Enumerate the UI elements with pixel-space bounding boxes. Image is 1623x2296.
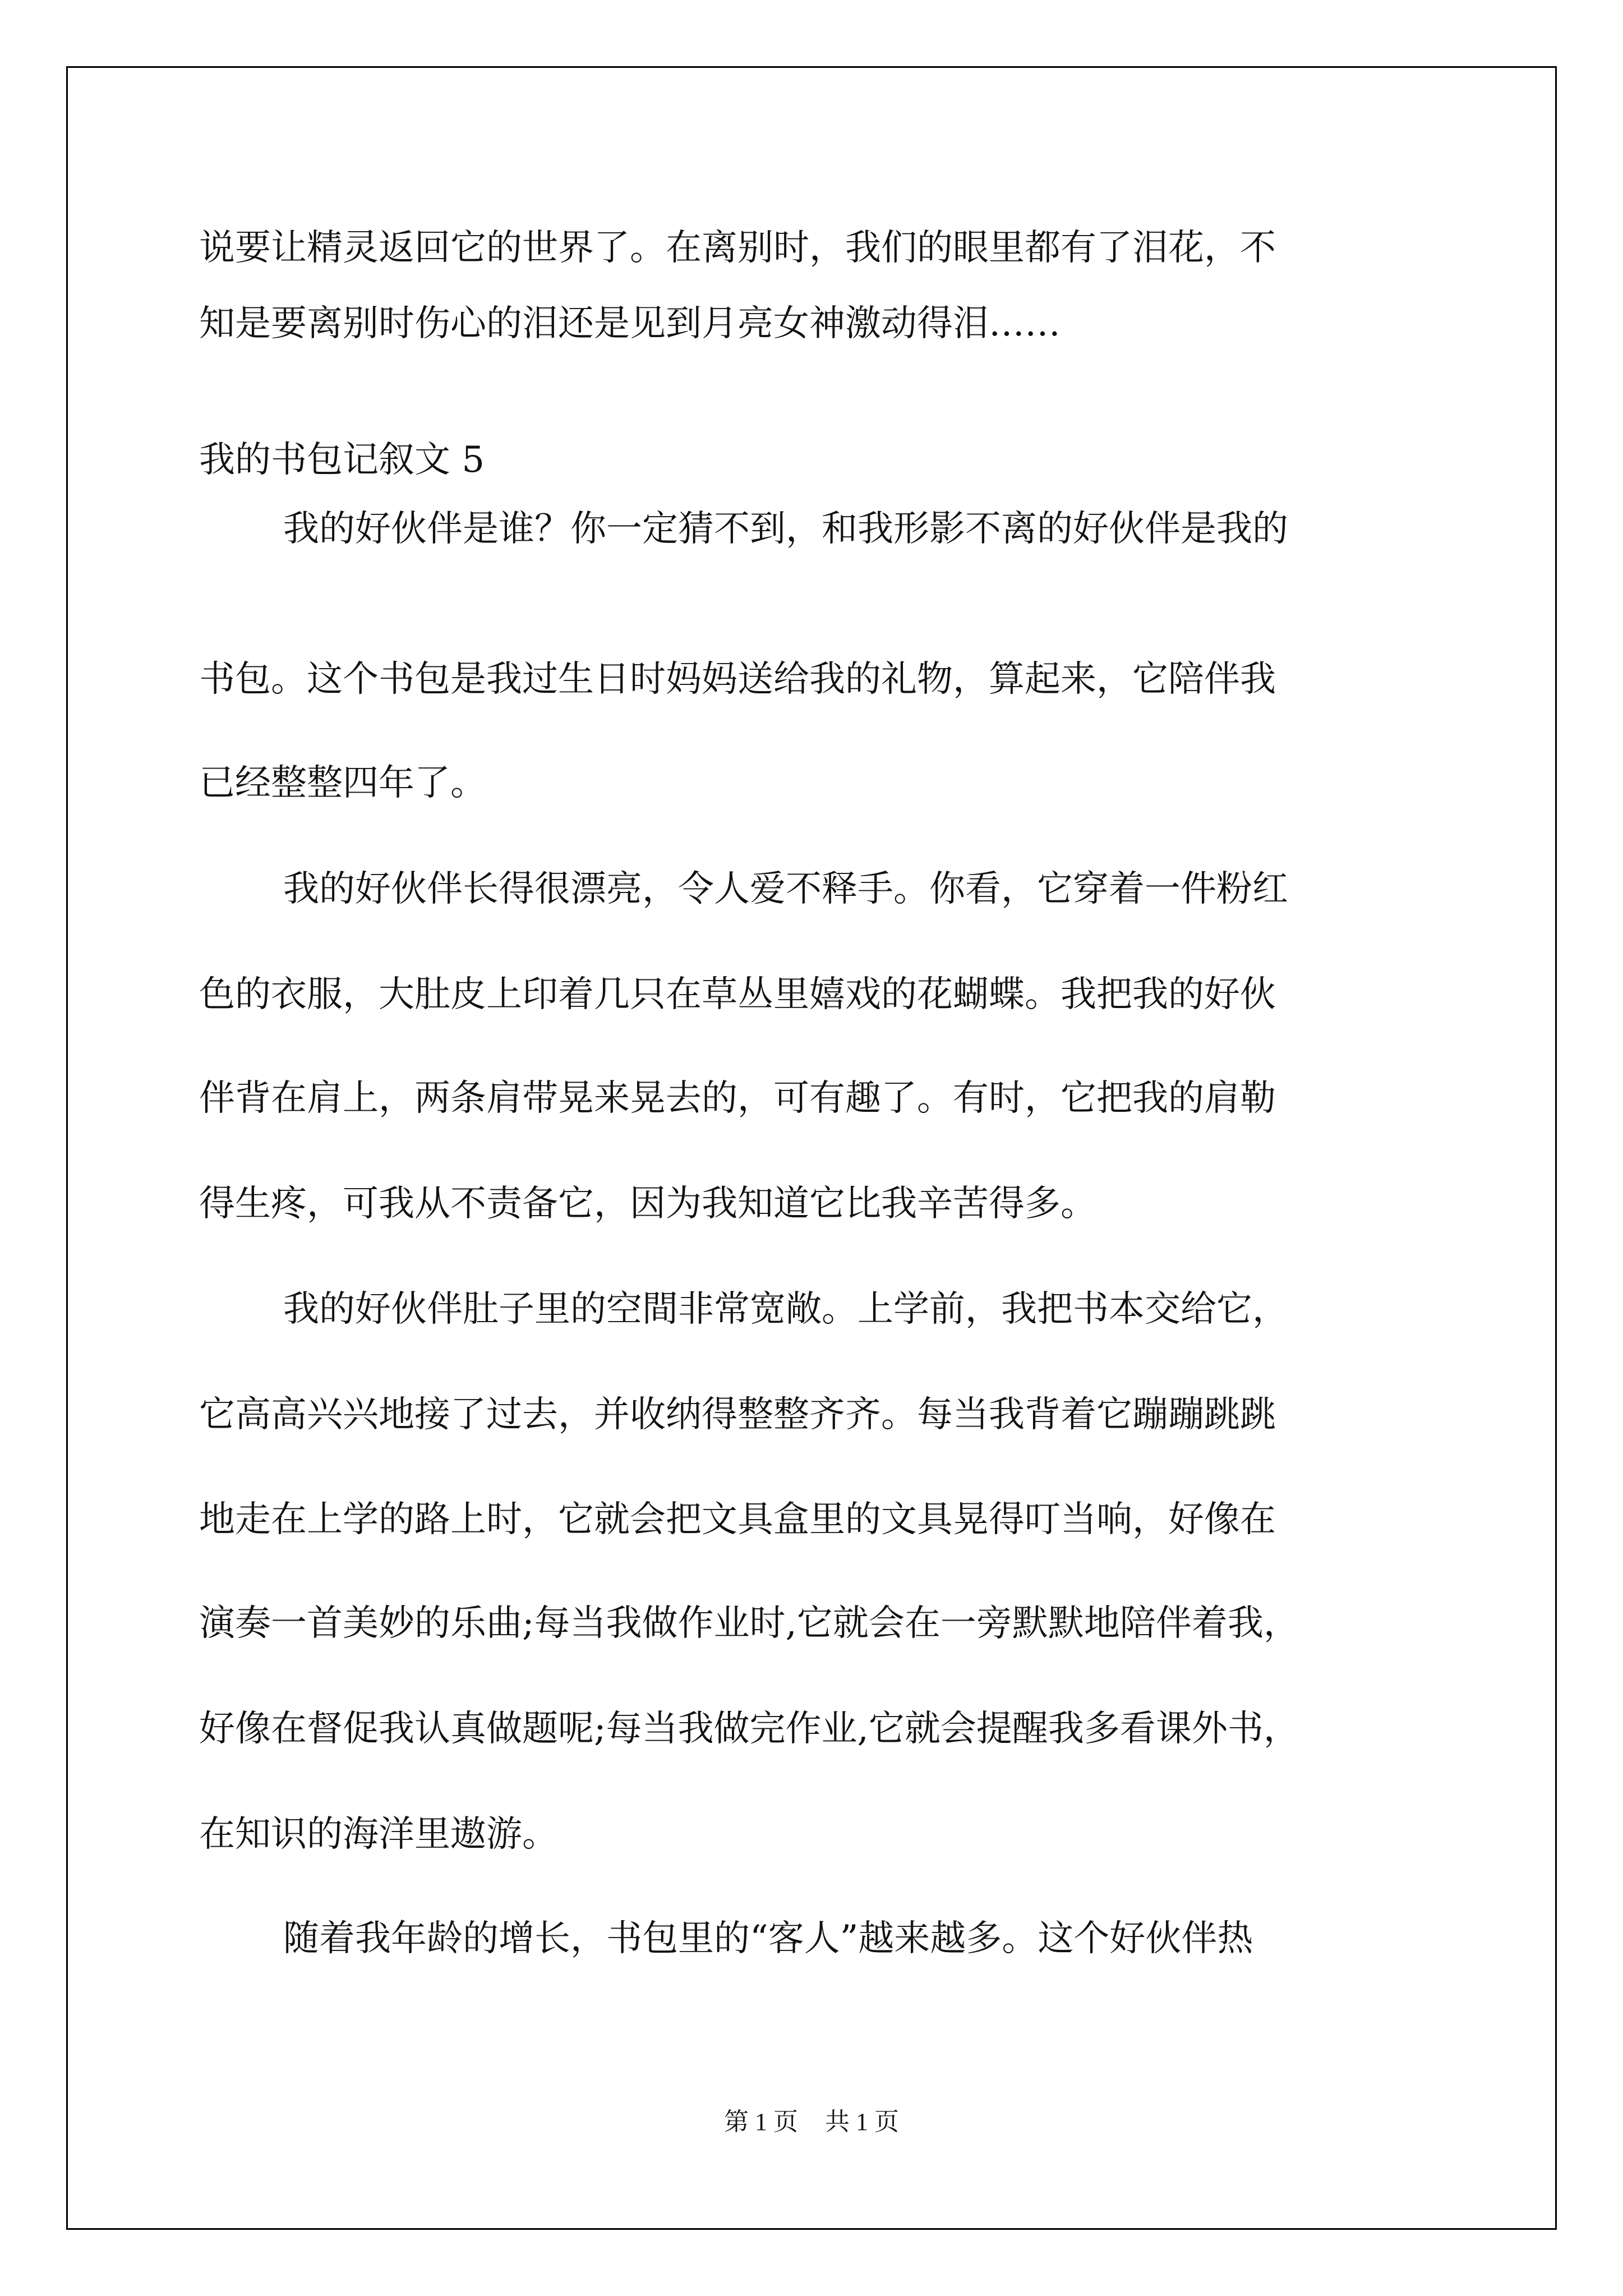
- text-line: 伴背在肩上，两条肩带晃来晃去的，可有趣了。有时，它把我的肩勒: [199, 1078, 1276, 1119]
- section-heading: 我的书包记叙文 5: [199, 439, 485, 481]
- text-line: 演奏一首美妙的乐曲;每当我做作业时,它就会在一旁默默地陪伴着我，: [199, 1603, 1299, 1644]
- paragraph-start: 我的好伙伴长得很漂亮，令人爱不释手。你看，它穿着一件粉红: [283, 868, 1288, 910]
- text-line: 说要让精灵返回它的世界了。在离别时，我们的眼里都有了泪花，不: [199, 227, 1276, 269]
- page-number: 第 1 页: [724, 2108, 798, 2136]
- text-line: 书包。这个书包是我过生日时妈妈送给我的礼物，算起来，它陪伴我: [199, 659, 1276, 700]
- text-line: 色的衣服，大肚皮上印着几只在草丛里嬉戏的花蝴蝶。我把我的好伙: [199, 974, 1276, 1015]
- page-footer: [0, 2106, 1623, 2138]
- page-total: 共 1 页: [825, 2108, 899, 2136]
- text-line: 在知识的海洋里遨游。: [199, 1814, 558, 1855]
- text-line: 知是要离别时伤心的泪还是见到月亮女神激动得泪……: [199, 303, 1061, 344]
- paragraph-start: 随着我年龄的增长，书包里的“客人”越来越多。这个好伙伴热: [283, 1918, 1253, 1959]
- text-line: 好像在督促我认真做题呢;每当我做完作业,它就会提醒我多看课外书，: [199, 1708, 1299, 1750]
- text-line: 地走在上学的路上时，它就会把文具盒里的文具晃得叮当响，好像在: [199, 1499, 1276, 1540]
- paragraph-start: 我的好伙伴肚子里的空間非常宽敞。上学前，我把书本交给它，: [283, 1289, 1288, 1330]
- text-line: 它高高兴兴地接了过去，并收纳得整整齐齐。每当我背着它蹦蹦跳跳: [199, 1394, 1276, 1435]
- text-line: 得生疼，可我从不责备它，因为我知道它比我辛苦得多。: [199, 1183, 1096, 1225]
- text-line: 已经整整四年了。: [199, 762, 486, 804]
- page-border: [66, 66, 1557, 2230]
- paragraph-start: 我的好伙伴是谁？你一定猜不到，和我形影不离的好伙伴是我的: [283, 508, 1288, 550]
